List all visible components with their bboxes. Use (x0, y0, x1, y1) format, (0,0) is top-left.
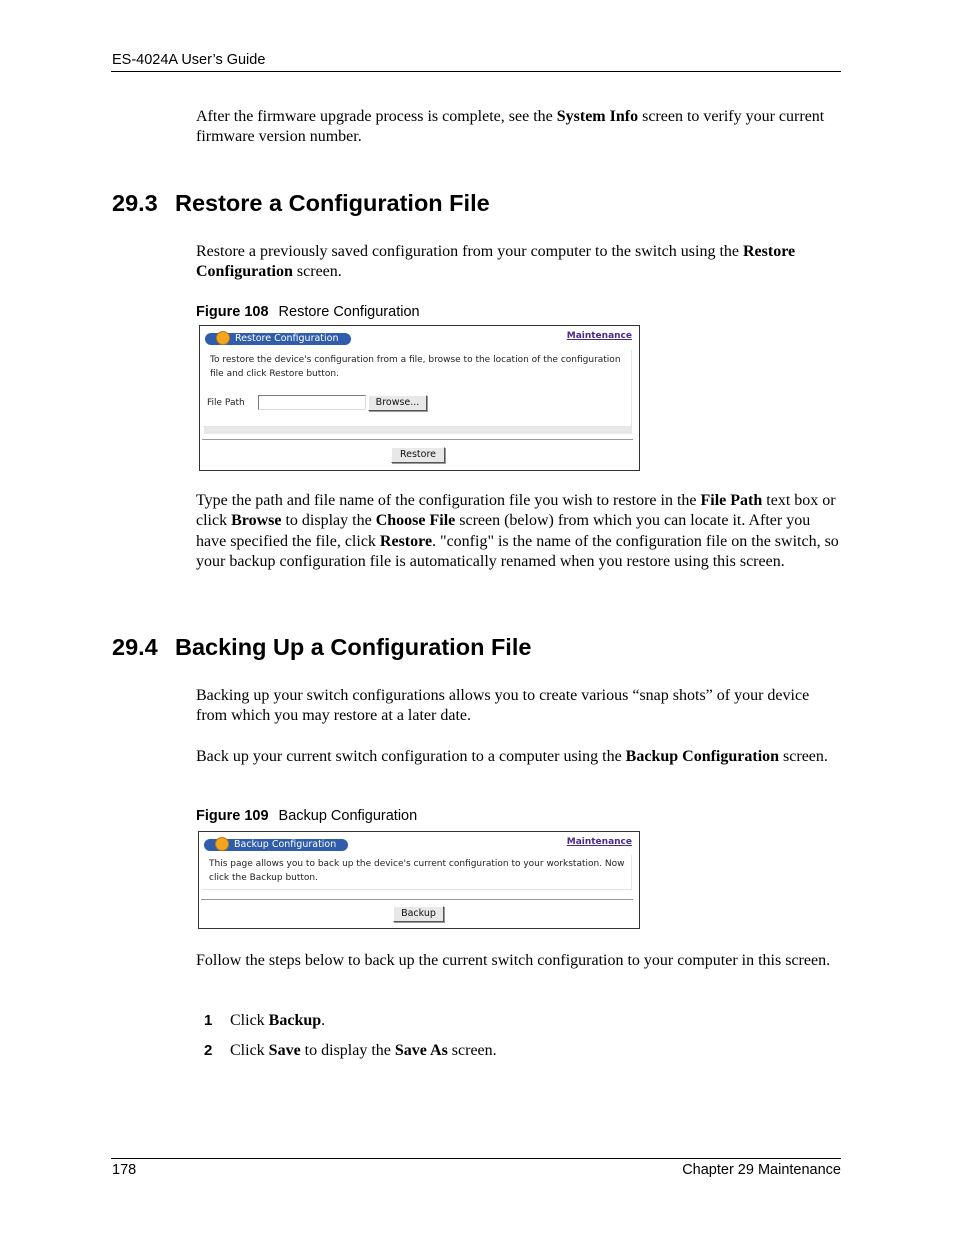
panel-title-pill (205, 333, 351, 345)
browse-button[interactable]: Browse... (368, 395, 427, 411)
maintenance-link[interactable]: Maintenance (566, 331, 632, 341)
title-bullet-icon (215, 837, 229, 851)
file-path-input[interactable] (258, 395, 366, 410)
restore-form-area (203, 350, 632, 427)
restore-intro-paragraph: Restore a previously saved configuration from your computer to the switch using the Restore Configuration screen. (196, 243, 796, 281)
section-heading-backup: 29.4 Backing Up a Configuration File (112, 634, 532, 660)
backup-form-area (202, 855, 632, 890)
panel-separator (202, 439, 633, 440)
backup-description: This page allows you to back up the device's current configuration to your workstation. Now click the Backup button. (209, 859, 625, 883)
restore-instructions-paragraph: Type the path and file name of the configuration file you wish to restore in the File Path text box or click Browse to display the Choose File screen (below) from which you can locate it. After you have specified the file, click Restore. "config" is the name of the configuration file on the switch, so your backup configuration file is automatically renamed when you restore using this screen. (196, 492, 839, 570)
restore-button[interactable]: Restore (391, 447, 445, 463)
panel-title: Restore Configuration (235, 332, 339, 344)
restore-description: To restore the device's configuration from a file, browse to the location of the configuration file and click Restore button. (210, 355, 621, 379)
panel-title: Backup Configuration (234, 838, 337, 850)
page-number: 178 (112, 1162, 137, 1178)
section-heading-restore: 29.3 Restore a Configuration File (112, 190, 490, 216)
panel-separator (201, 899, 633, 900)
backup-instructions-paragraph: Back up your current switch configuration to a computer using the Backup Configuration screen. (196, 748, 828, 765)
panel-title-bar (204, 838, 348, 851)
maintenance-link[interactable]: Maintenance (566, 837, 632, 847)
panel-title-pill (204, 839, 348, 851)
title-bullet-icon (216, 331, 230, 345)
steps-intro-paragraph: Follow the steps below to back up the current switch configuration to your computer in this screen. (196, 952, 831, 969)
panel-title-bar (205, 332, 351, 345)
backup-configuration-panel (198, 831, 640, 929)
figure-caption-backup: Figure 109 Backup Configuration (196, 808, 418, 824)
step-1: 1 Click Backup. (204, 1012, 326, 1029)
header-rule (111, 71, 841, 72)
restore-configuration-panel (199, 325, 640, 471)
file-path-label: File Path (207, 398, 245, 408)
running-header: ES-4024A User’s Guide (112, 52, 266, 68)
backup-button[interactable]: Backup (393, 906, 444, 922)
step-2: 2 Click Save to display the Save As screen. (204, 1042, 497, 1059)
chapter-title: Chapter 29 Maintenance (682, 1162, 841, 1178)
intro-paragraph: After the firmware upgrade process is complete, see the System Info screen to verify your current firmware version number. (196, 108, 825, 146)
footer-rule (111, 1158, 841, 1159)
figure-caption-restore: Figure 108 Restore Configuration (196, 304, 420, 320)
backup-intro-paragraph: Backing up your switch configurations allows you to create various “snap shots” of your device from which you may restore at a later date. (196, 687, 810, 725)
form-bottom-bar (204, 427, 632, 434)
